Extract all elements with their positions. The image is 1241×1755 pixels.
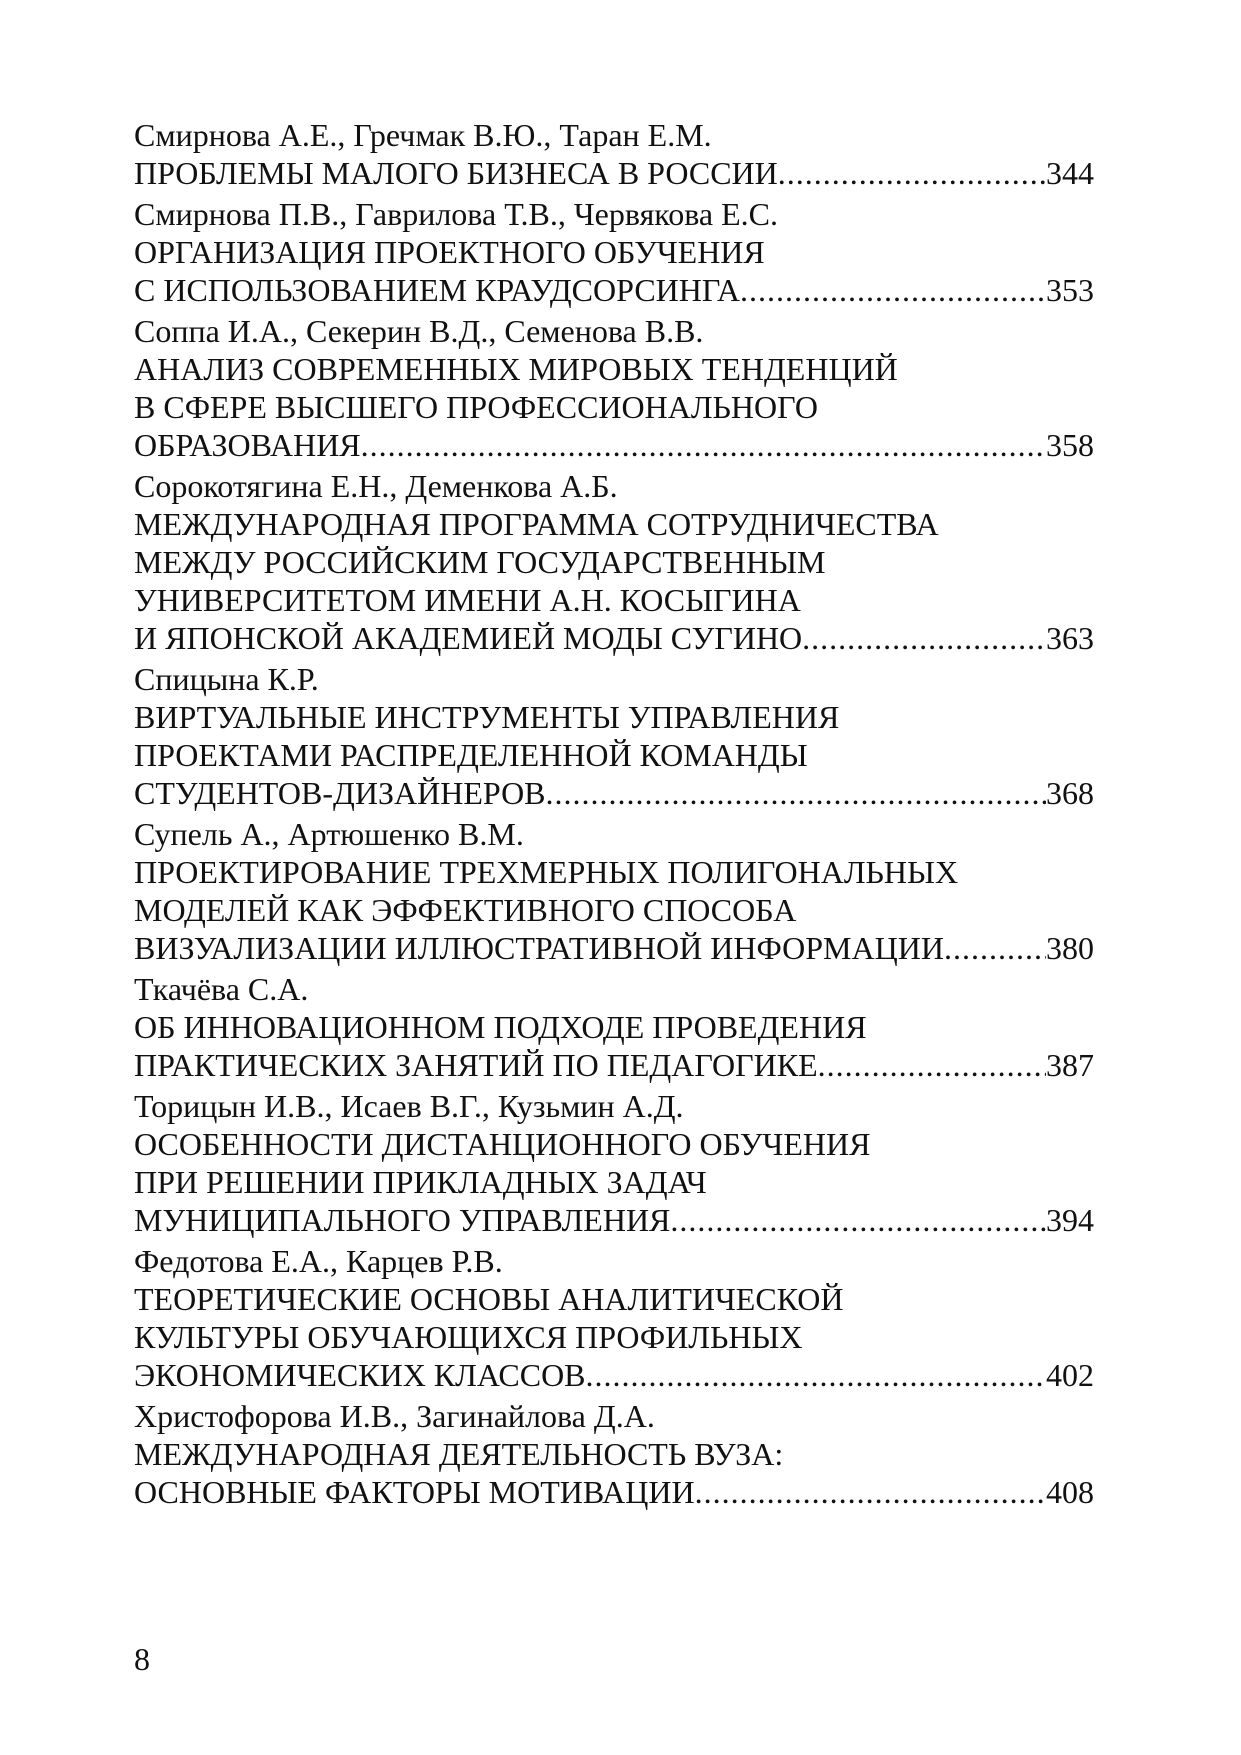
- entry-title-line: ОБРАЗОВАНИЯ: [134, 427, 361, 463]
- entry-title-line: ТЕОРЕТИЧЕСКИЕ ОСНОВЫ АНАЛИТИЧЕСКОЙ: [134, 1281, 844, 1317]
- entry-authors: Федотова Е.А., Карцев Р.В.: [134, 1243, 503, 1279]
- entry-authors: Смирнова А.Е., Гречмак В.Ю., Таран Е.М.: [134, 117, 712, 153]
- entry-authors: Торицын И.В., Исаев В.Г., Кузьмин А.Д.: [134, 1088, 684, 1124]
- entry-title-last-line: [134, 774, 1094, 812]
- entry-authors: Ткачёва С.А.: [134, 971, 309, 1007]
- entry-title-line: ЭКОНОМИЧЕСКИХ КЛАССОВ: [134, 1357, 586, 1393]
- entry-title-line: СТУДЕНТОВ-ДИЗАЙНЕРОВ: [134, 775, 546, 811]
- dot-leader: [802, 619, 1046, 657]
- toc-entry: [134, 312, 1094, 464]
- entry-title-line: МУНИЦИПАЛЬНОГО УПРАВЛЕНИЯ: [134, 1202, 671, 1238]
- entry-title-last-line: [134, 619, 1094, 657]
- entry-page-number: 368: [1046, 775, 1094, 811]
- entry-authors: Сорокотягина Е.Н., Деменкова А.Б.: [134, 468, 618, 504]
- entry-title-line: МЕЖДУНАРОДНАЯ ПРОГРАММА СОТРУДНИЧЕСТВА: [134, 506, 939, 542]
- entry-title-last-line: [134, 1046, 1094, 1084]
- toc-entry: [134, 1242, 1094, 1394]
- entry-title-line: И ЯПОНСКОЙ АКАДЕМИЕЙ МОДЫ СУГИНО: [134, 620, 803, 656]
- entry-page-number: 387: [1046, 1047, 1094, 1083]
- dot-leader: [546, 774, 1046, 812]
- dot-leader: [818, 1046, 1046, 1084]
- entry-page-number: 394: [1046, 1202, 1094, 1238]
- table-of-contents: [134, 116, 1094, 1514]
- entry-page-number: 380: [1046, 930, 1094, 966]
- entry-title-line: МЕЖДУ РОССИЙСКИМ ГОСУДАРСТВЕННЫМ: [134, 544, 826, 580]
- entry-title-line: ОСНОВНЫЕ ФАКТОРЫ МОТИВАЦИИ: [134, 1474, 695, 1510]
- dot-leader: [670, 1201, 1046, 1239]
- entry-title-last-line: [134, 426, 1094, 464]
- entry-title-last-line: [134, 271, 1094, 309]
- entry-title-line: ПРОБЛЕМЫ МАЛОГО БИЗНЕСА В РОССИИ: [134, 155, 778, 191]
- entry-title-line: В СФЕРЕ ВЫСШЕГО ПРОФЕССИОНАЛЬНОГО: [134, 389, 818, 425]
- entry-title-line: УНИВЕРСИТЕТОМ ИМЕНИ А.Н. КОСЫГИНА: [134, 582, 801, 618]
- toc-entry: [134, 1087, 1094, 1239]
- toc-entry: [134, 467, 1094, 657]
- entry-title-line: ПРОЕКТИРОВАНИЕ ТРЕХМЕРНЫХ ПОЛИГОНАЛЬНЫХ: [134, 854, 959, 890]
- entry-page-number: 363: [1046, 620, 1094, 656]
- entry-title-line: ВИРТУАЛЬНЫЕ ИНСТРУМЕНТЫ УПРАВЛЕНИЯ: [134, 699, 840, 735]
- toc-entry: [134, 1397, 1094, 1511]
- entry-title-line: ОРГАНИЗАЦИЯ ПРОЕКТНОГО ОБУЧЕНИЯ: [134, 234, 765, 270]
- entry-title-last-line: [134, 154, 1094, 192]
- dot-leader: [361, 426, 1046, 464]
- entry-title-line: МЕЖДУНАРОДНАЯ ДЕЯТЕЛЬНОСТЬ ВУЗА:: [134, 1436, 784, 1472]
- dot-leader: [695, 1473, 1046, 1511]
- entry-page-number: 408: [1046, 1474, 1094, 1510]
- entry-title-line: ПРИ РЕШЕНИИ ПРИКЛАДНЫХ ЗАДАЧ: [134, 1164, 707, 1200]
- toc-entry: [134, 660, 1094, 812]
- dot-leader: [778, 154, 1046, 192]
- entry-title-last-line: [134, 1356, 1094, 1394]
- entry-title-line: С ИСПОЛЬЗОВАНИЕМ КРАУДСОРСИНГА: [134, 272, 740, 308]
- dot-leader: [944, 929, 1046, 967]
- entry-page-number: 402: [1046, 1357, 1094, 1393]
- entry-title-line: ОБ ИННОВАЦИОННОМ ПОДХОДЕ ПРОВЕДЕНИЯ: [134, 1009, 867, 1045]
- entry-title-last-line: [134, 1201, 1094, 1239]
- entry-title-line: АНАЛИЗ СОВРЕМЕННЫХ МИРОВЫХ ТЕНДЕНЦИЙ: [134, 351, 898, 387]
- entry-authors: Спицына К.Р.: [134, 661, 319, 697]
- page-number: 8: [134, 1641, 150, 1677]
- entry-page-number: 358: [1046, 427, 1094, 463]
- entry-authors: Супель А., Артюшенко В.М.: [134, 816, 524, 852]
- toc-entry: [134, 195, 1094, 309]
- dot-leader: [586, 1356, 1046, 1394]
- entry-page-number: 353: [1046, 272, 1094, 308]
- entry-authors: Смирнова П.В., Гаврилова Т.В., Червякова Е.С.: [134, 196, 778, 232]
- entry-title-line: ПРОЕКТАМИ РАСПРЕДЕЛЕННОЙ КОМАНДЫ: [134, 737, 808, 773]
- entry-title-line: ВИЗУАЛИЗАЦИИ ИЛЛЮСТРАТИВНОЙ ИНФОРМАЦИИ: [134, 930, 944, 966]
- dot-leader: [740, 271, 1046, 309]
- entry-title-line: КУЛЬТУРЫ ОБУЧАЮЩИХСЯ ПРОФИЛЬНЫХ: [134, 1319, 803, 1355]
- entry-page-number: 344: [1046, 155, 1094, 191]
- toc-entry: [134, 815, 1094, 967]
- entry-title-line: ОСОБЕННОСТИ ДИСТАНЦИОННОГО ОБУЧЕНИЯ: [134, 1126, 871, 1162]
- toc-entry: [134, 116, 1094, 192]
- entry-title-last-line: [134, 929, 1094, 967]
- toc-entry: [134, 970, 1094, 1084]
- entry-authors: Соппа И.А., Секерин В.Д., Семенова В.В.: [134, 313, 704, 349]
- entry-title-line: ПРАКТИЧЕСКИХ ЗАНЯТИЙ ПО ПЕДАГОГИКЕ: [134, 1047, 818, 1083]
- entry-title-last-line: [134, 1473, 1094, 1511]
- entry-title-line: МОДЕЛЕЙ КАК ЭФФЕКТИВНОГО СПОСОБА: [134, 892, 797, 928]
- entry-authors: Христофорова И.В., Загинайлова Д.А.: [134, 1398, 655, 1434]
